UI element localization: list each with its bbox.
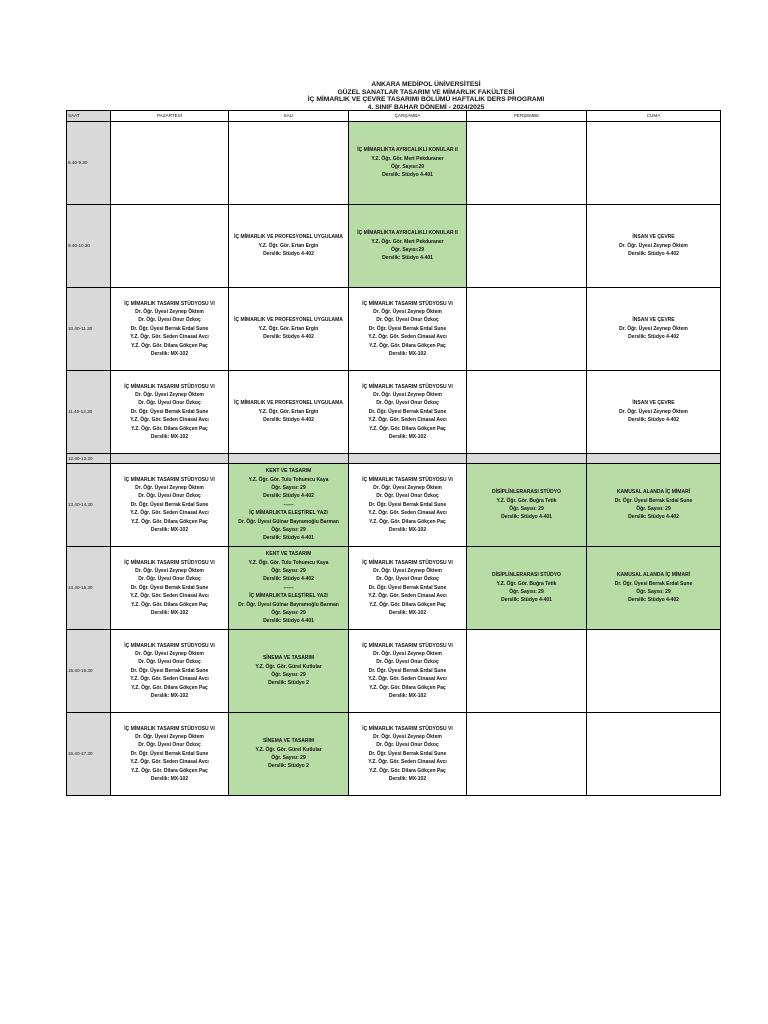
- course-title: İÇ MİMARLIK TASARIM STÜDYOSU VI: [362, 559, 453, 566]
- course-title: İNSAN VE ÇEVRE: [632, 317, 675, 324]
- column-header-pazartesi: PAZARTESİ: [111, 111, 229, 122]
- course-title: SİNEMA VE TASARIM: [262, 655, 315, 662]
- course-title: İÇ MİMARLIKTA AYRICALIKLI KONULAR II: [357, 230, 458, 237]
- course-detail: Y.Z. Öğr. Gör. Dilara Gökçen Paç: [369, 425, 446, 432]
- course-detail: Dr. Öğr. Üyesi Zeynep Öktem: [373, 308, 442, 315]
- header-row: [67, 111, 721, 122]
- course-detail: Dr. Öğr. Üyesi Berrak Erdal Sune: [130, 408, 209, 415]
- course-detail: Dr. Öğr. Üyesi Berrak Erdal Sune: [130, 667, 209, 674]
- time-slot: 15.40-16.30: [67, 630, 111, 713]
- course-detail: Derslik: MX-102: [388, 776, 427, 783]
- empty-cell: [587, 630, 721, 713]
- course-title: KAMUSAL ALANDA İÇ MİMARİ: [616, 572, 691, 579]
- course-detail: Y.Z. Öğr. Gör. Ertan Ergin: [258, 408, 319, 415]
- empty-cell: [229, 122, 349, 205]
- course-detail: Y.Z. Öğr. Gör. Dilara Gökçen Paç: [369, 684, 446, 691]
- empty-cell: [467, 630, 587, 713]
- time-slot: 16.40-17.30: [67, 713, 111, 796]
- course-detail: Dr. Öğr. Üyesi Berrak Erdal Sune: [368, 584, 447, 591]
- empty-cell: [111, 122, 229, 205]
- course-detail: Dr. Öğr. Üyesi Onur Özkoç: [138, 576, 201, 583]
- course-detail: Dr. Öğr. Üyesi Zeynep Öktem: [619, 325, 688, 332]
- course-detail: Derslik: Stüdyo 4-402: [628, 334, 679, 341]
- course-detail: Derslik: MX-102: [388, 527, 427, 534]
- empty-cell: [587, 122, 721, 205]
- time-slot: 12.40-13.20: [67, 454, 111, 464]
- course-detail: Y.Z. Öğr. Gör. Dilara Gökçen Paç: [369, 601, 446, 608]
- column-header-persembe: PERŞEMBE: [467, 111, 587, 122]
- course-cell: [349, 288, 467, 371]
- course-detail: Derslik: Stüdyo 4-402: [263, 251, 314, 258]
- course-detail: Y.Z. Öğr. Gör. Seden Cinasal Avcı: [368, 510, 447, 517]
- course-detail: Y.Z. Öğr. Gör. Tulu Tohumcu Kaya: [248, 476, 329, 483]
- course-detail: Dr. Öğr. Üyesi Zeynep Öktem: [373, 650, 442, 657]
- term-title: 4. SINIF BAHAR DÖNEMİ - 2024/2025: [367, 103, 485, 111]
- empty-cell: [111, 454, 229, 464]
- course-detail: Öğr. Sayısı:29: [390, 164, 425, 170]
- course-cell: [229, 464, 349, 547]
- course-detail: Dr. Öğr. Üyesi Zeynep Öktem: [135, 650, 204, 657]
- course-detail: Derslik: MX-102: [150, 434, 189, 441]
- document-header: [66, 81, 768, 111]
- course-cell: [111, 713, 229, 796]
- course-detail: Öğr. Sayısı: 29: [509, 506, 544, 512]
- course-detail: Y.Z. Öğr. Gör. Mert Pekduraner: [371, 238, 444, 245]
- course-detail: Derslik: MX-102: [388, 351, 427, 358]
- course-detail: Y.Z. Öğr. Gör. Dilara Gökçen Paç: [369, 518, 446, 525]
- course-detail: Dr. Öğr. Üyesi Berrak Erdal Sune: [130, 501, 209, 508]
- course-title: İÇ MİMARLIK TASARIM STÜDYOSU VI: [124, 725, 215, 732]
- empty-cell: [467, 371, 587, 454]
- course-title: İÇ MİMARLIK TASARIM STÜDYOSU VI: [124, 476, 215, 483]
- column-header-carsamba: ÇARŞAMBA: [349, 111, 467, 122]
- course-detail: Y.Z. Öğr. Gör. Seden Cinasal Avcı: [368, 593, 447, 600]
- course-title: İÇ MİMARLIKTA AYRICALIKLI KONULAR II: [357, 147, 458, 154]
- course-detail: Y.Z. Öğr. Gör. Buğra Tetik: [496, 580, 557, 587]
- course-cell: [467, 464, 587, 547]
- empty-cell: [467, 122, 587, 205]
- course-detail: Öğr. Sayısı:29: [390, 247, 425, 253]
- course-title: İÇ MİMARLIKTA ELEŞTİREL YAZI: [249, 510, 328, 517]
- course-title: İÇ MİMARLIK VE PROFESYONEL UYGULAMA: [234, 317, 343, 324]
- course-title: DİSİPLİNLERARASI STÜDYO: [492, 489, 561, 496]
- course-detail: Derslik: MX-102: [150, 693, 189, 700]
- course-detail: Dr. Öğr. Üyesi Gülnar Bayramoğlu Barman: [238, 518, 339, 525]
- course-detail: Dr. Öğr. Üyesi Onur Özkoç: [376, 493, 439, 500]
- course-cell: [229, 713, 349, 796]
- course-detail: Dr. Öğr. Üyesi Berrak Erdal Sune: [368, 667, 447, 674]
- course-detail: Derslik: Stüdyo 4-402: [628, 417, 679, 424]
- course-detail: Y.Z. Öğr. Gör. Seden Cinasal Avcı: [368, 759, 447, 766]
- course-detail: ------: [283, 501, 294, 508]
- course-title: İÇ MİMARLIK TASARIM STÜDYOSU VI: [362, 725, 453, 732]
- course-detail: Dr. Öğr. Üyesi Berrak Erdal Sune: [614, 497, 693, 504]
- course-detail: Dr. Öğr. Üyesi Onur Özkoç: [376, 400, 439, 407]
- course-detail: Y.Z. Öğr. Gör. Seden Cinasal Avcı: [130, 510, 209, 517]
- course-cell: [229, 630, 349, 713]
- course-detail: Y.Z. Öğr. Gör. Buğra Tetik: [496, 497, 557, 504]
- time-slot: 8.40-9.30: [67, 122, 111, 205]
- course-detail: Derslik: MX-102: [388, 434, 427, 441]
- course-detail: Y.Z. Öğr. Gör. Dilara Gökçen Paç: [131, 342, 208, 349]
- course-detail: Y.Z. Öğr. Gör. Dilara Gökçen Paç: [131, 684, 208, 691]
- course-detail: Dr. Öğr. Üyesi Zeynep Öktem: [135, 308, 204, 315]
- course-detail: Derslik: Stüdyo 4-402: [628, 597, 679, 604]
- course-detail: Y.Z. Öğr. Gör. Seden Cinasal Avcı: [368, 334, 447, 341]
- course-detail: Dr. Öğr. Üyesi Onur Özkoç: [138, 400, 201, 407]
- course-detail: Derslik: Stüdyo 4-402: [263, 417, 314, 424]
- course-detail: Derslik: Stüdyo 4-402: [263, 576, 314, 583]
- course-detail: Dr. Öğr. Üyesi Zeynep Öktem: [373, 733, 442, 740]
- course-title: İÇ MİMARLIKTA ELEŞTİREL YAZI: [249, 593, 328, 600]
- course-cell: [349, 122, 467, 205]
- schedule-table: [66, 110, 721, 796]
- course-detail: Y.Z. Öğr. Gör. Seden Cinasal Avcı: [130, 676, 209, 683]
- course-detail: Y.Z. Öğr. Gör. Ertan Ergin: [258, 325, 319, 332]
- course-detail: Derslik: MX-102: [150, 610, 189, 617]
- course-cell: [111, 288, 229, 371]
- course-detail: Y.Z. Öğr. Gör. Mert Pekduraner: [371, 155, 444, 162]
- course-detail: Derslik: MX-102: [388, 693, 427, 700]
- empty-cell: [349, 454, 467, 464]
- course-detail: Dr. Öğr. Üyesi Onur Özkoç: [376, 659, 439, 666]
- course-detail: Dr. Öğr. Üyesi Onur Özkoç: [376, 742, 439, 749]
- course-detail: Derslik: Stüdyo 4-401: [382, 172, 433, 179]
- course-detail: Dr. Öğr. Üyesi Onur Özkoç: [138, 659, 201, 666]
- course-detail: Dr. Öğr. Üyesi Zeynep Öktem: [135, 484, 204, 491]
- course-cell: [349, 547, 467, 630]
- course-title: İNSAN VE ÇEVRE: [632, 400, 675, 407]
- course-detail: Dr. Öğr. Üyesi Zeynep Öktem: [619, 408, 688, 415]
- course-detail: Öğr. Sayısı: 29: [636, 589, 671, 595]
- course-title: SİNEMA VE TASARIM: [262, 738, 315, 745]
- course-detail: Dr. Öğr. Üyesi Zeynep Öktem: [619, 242, 688, 249]
- empty-cell: [229, 454, 349, 464]
- empty-cell: [467, 713, 587, 796]
- course-detail: Derslik: MX-102: [150, 351, 189, 358]
- course-detail: Y.Z. Öğr. Gör. Seden Cinasal Avcı: [368, 676, 447, 683]
- course-detail: ------: [283, 584, 294, 591]
- course-detail: Öğr. Sayısı: 29: [271, 672, 306, 678]
- course-title: DİSİPLİNLERARASI STÜDYO: [492, 572, 561, 579]
- course-detail: Y.Z. Öğr. Gör. Dilara Gökçen Paç: [131, 518, 208, 525]
- course-detail: Dr. Öğr. Üyesi Zeynep Öktem: [135, 567, 204, 574]
- empty-cell: [111, 205, 229, 288]
- empty-cell: [587, 713, 721, 796]
- course-detail: Öğr. Sayısı: 29: [271, 484, 306, 491]
- course-title: KAMUSAL ALANDA İÇ MİMARİ: [616, 489, 691, 496]
- course-detail: Y.Z. Öğr. Gör. Dilara Gökçen Paç: [369, 342, 446, 349]
- empty-cell: [587, 454, 721, 464]
- course-detail: Dr. Öğr. Üyesi Onur Özkoç: [138, 317, 201, 324]
- course-title: İNSAN VE ÇEVRE: [632, 234, 675, 241]
- course-detail: Dr. Öğr. Üyesi Berrak Erdal Sune: [368, 501, 447, 508]
- course-detail: Dr. Öğr. Üyesi Onur Özkoç: [138, 493, 201, 500]
- course-detail: Dr. Öğr. Üyesi Zeynep Öktem: [135, 391, 204, 398]
- time-slot: 13.40-14.30: [67, 464, 111, 547]
- program-title: İÇ MİMARLIK VE ÇEVRE TASARIMI BÖLÜMÜ HAFTALIK DERS PROGRAMI: [307, 96, 545, 103]
- time-slot: 9.40-10.30: [67, 205, 111, 288]
- empty-cell: [467, 205, 587, 288]
- course-cell: [467, 547, 587, 630]
- table-row: [67, 630, 721, 713]
- course-detail: Derslik: Stüdyo 4-401: [263, 535, 314, 542]
- table-row: [67, 464, 721, 547]
- column-header-sali: SALI: [229, 111, 349, 122]
- course-detail: Dr. Öğr. Üyesi Berrak Erdal Sune: [130, 584, 209, 591]
- course-detail: Dr. Öğr. Üyesi Zeynep Öktem: [135, 733, 204, 740]
- table-row: [67, 288, 721, 371]
- course-detail: Y.Z. Öğr. Gör. Dilara Gökçen Paç: [131, 601, 208, 608]
- course-cell: [111, 464, 229, 547]
- course-cell: [111, 371, 229, 454]
- course-detail: Y.Z. Öğr. Gör. Dilara Gökçen Paç: [369, 767, 446, 774]
- course-detail: Y.Z. Öğr. Gör. Seden Cinasal Avcı: [130, 334, 209, 341]
- course-title: İÇ MİMARLIK TASARIM STÜDYOSU VI: [124, 559, 215, 566]
- course-cell: [587, 464, 721, 547]
- course-detail: Dr. Öğr. Üyesi Berrak Erdal Sune: [368, 408, 447, 415]
- time-slot: 14.40-15.30: [67, 547, 111, 630]
- course-title: İÇ MİMARLIK TASARIM STÜDYOSU VI: [124, 300, 215, 307]
- course-detail: Derslik: MX-102: [388, 610, 427, 617]
- course-cell: [111, 547, 229, 630]
- course-detail: Dr. Öğr. Üyesi Berrak Erdal Sune: [130, 750, 209, 757]
- table-row: [67, 713, 721, 796]
- course-cell: [229, 547, 349, 630]
- course-title: İÇ MİMARLIK VE PROFESYONEL UYGULAMA: [234, 400, 343, 407]
- course-detail: Öğr. Sayısı: 29: [271, 527, 306, 534]
- course-detail: Öğr. Sayısı: 29: [271, 610, 306, 617]
- course-detail: Öğr. Sayısı: 29: [636, 506, 671, 512]
- course-detail: Y.Z. Öğr. Gör. Seden Cinasal Avcı: [368, 417, 447, 424]
- course-detail: Dr. Öğr. Üyesi Berrak Erdal Sune: [130, 325, 209, 332]
- time-slot: 10.40-11.30: [67, 288, 111, 371]
- course-detail: Dr. Öğr. Üyesi Zeynep Öktem: [373, 484, 442, 491]
- course-detail: Öğr. Sayısı: 29: [271, 755, 306, 761]
- course-detail: Derslik: Stüdyo 4-402: [263, 334, 314, 341]
- table-row: [67, 547, 721, 630]
- course-cell: [349, 630, 467, 713]
- table-row: [67, 371, 721, 454]
- course-cell: [587, 288, 721, 371]
- empty-cell: [467, 454, 587, 464]
- course-detail: Derslik: Stüdyo 2: [268, 680, 309, 687]
- course-detail: Derslik: Stüdyo 4-401: [501, 514, 552, 521]
- course-detail: Y.Z. Öğr. Gör. Dilara Gökçen Paç: [131, 767, 208, 774]
- course-detail: Dr. Öğr. Üyesi Onur Özkoç: [138, 742, 201, 749]
- course-detail: Derslik: MX-102: [150, 776, 189, 783]
- course-detail: Y.Z. Öğr. Gör. Gürel Kutlular: [255, 663, 322, 670]
- time-slot: 11.40-12.30: [67, 371, 111, 454]
- course-cell: [587, 547, 721, 630]
- course-detail: Y.Z. Öğr. Gör. Dilara Gökçen Paç: [131, 425, 208, 432]
- course-detail: Derslik: Stüdyo 4-402: [628, 514, 679, 521]
- course-detail: Derslik: MX-102: [150, 527, 189, 534]
- course-title: İÇ MİMARLIK TASARIM STÜDYOSU VI: [124, 383, 215, 390]
- course-title: İÇ MİMARLIK TASARIM STÜDYOSU VI: [362, 476, 453, 483]
- table-row: [67, 205, 721, 288]
- course-title: İÇ MİMARLIK TASARIM STÜDYOSU VI: [124, 642, 215, 649]
- course-title: İÇ MİMARLIK VE PROFESYONEL UYGULAMA: [234, 234, 343, 241]
- course-detail: Dr. Öğr. Üyesi Berrak Erdal Sune: [368, 325, 447, 332]
- course-cell: [229, 288, 349, 371]
- break-row: [67, 454, 721, 464]
- course-cell: [229, 371, 349, 454]
- course-detail: Dr. Öğr. Üyesi Berrak Erdal Sune: [368, 750, 447, 757]
- course-detail: Y.Z. Öğr. Gör. Seden Cinasal Avcı: [130, 593, 209, 600]
- course-detail: Y.Z. Öğr. Gör. Seden Cinasal Avcı: [130, 759, 209, 766]
- course-detail: Dr. Öğr. Üyesi Zeynep Öktem: [373, 567, 442, 574]
- course-detail: Dr. Öğr. Üyesi Berrak Erdal Sune: [614, 580, 693, 587]
- course-detail: Öğr. Sayısı: 29: [509, 589, 544, 595]
- course-detail: Derslik: Stüdyo 4-401: [382, 255, 433, 262]
- course-cell: [587, 205, 721, 288]
- university-name: ANKARA MEDİPOL ÜNİVERSİTESİ: [371, 81, 481, 88]
- course-detail: Derslik: Stüdyo 4-402: [263, 493, 314, 500]
- course-detail: Derslik: Stüdyo 2: [268, 763, 309, 770]
- course-cell: [229, 205, 349, 288]
- course-title: KENT VE TASARIM: [265, 468, 312, 475]
- course-cell: [349, 205, 467, 288]
- course-cell: [349, 464, 467, 547]
- course-title: İÇ MİMARLIK TASARIM STÜDYOSU VI: [362, 642, 453, 649]
- course-cell: [111, 630, 229, 713]
- course-title: KENT VE TASARIM: [265, 551, 312, 558]
- course-detail: Dr. Öğr. Üyesi Onur Özkoç: [376, 576, 439, 583]
- course-detail: Y.Z. Öğr. Gör. Gürel Kutlular: [255, 746, 322, 753]
- course-detail: Dr. Öğr. Üyesi Zeynep Öktem: [373, 391, 442, 398]
- column-header-saat: SAAT: [67, 111, 111, 122]
- course-cell: [349, 371, 467, 454]
- course-detail: Öğr. Sayısı: 29: [271, 567, 306, 574]
- course-detail: Dr. Öğr. Üyesi Onur Özkoç: [376, 317, 439, 324]
- course-detail: Dr. Öğr. Üyesi Gülnar Bayramoğlu Barman: [238, 601, 339, 608]
- course-detail: Derslik: Stüdyo 4-402: [628, 251, 679, 258]
- course-detail: Derslik: Stüdyo 4-401: [501, 597, 552, 604]
- faculty-name: GÜZEL SANATLAR TASARIM VE MİMARLIK FAKÜLTESİ: [337, 88, 515, 96]
- course-cell: [349, 713, 467, 796]
- course-detail: Y.Z. Öğr. Gör. Seden Cinasal Avcı: [130, 417, 209, 424]
- table-row: [67, 122, 721, 205]
- course-cell: [587, 371, 721, 454]
- column-header-cuma: CUMA: [587, 111, 721, 122]
- course-detail: Y.Z. Öğr. Gör. Tulu Tohumcu Kaya: [248, 559, 329, 566]
- empty-cell: [467, 288, 587, 371]
- course-detail: Derslik: Stüdyo 4-401: [263, 618, 314, 625]
- course-title: İÇ MİMARLIK TASARIM STÜDYOSU VI: [362, 383, 453, 390]
- course-detail: Y.Z. Öğr. Gör. Ertan Ergin: [258, 242, 319, 249]
- course-title: İÇ MİMARLIK TASARIM STÜDYOSU VI: [362, 300, 453, 307]
